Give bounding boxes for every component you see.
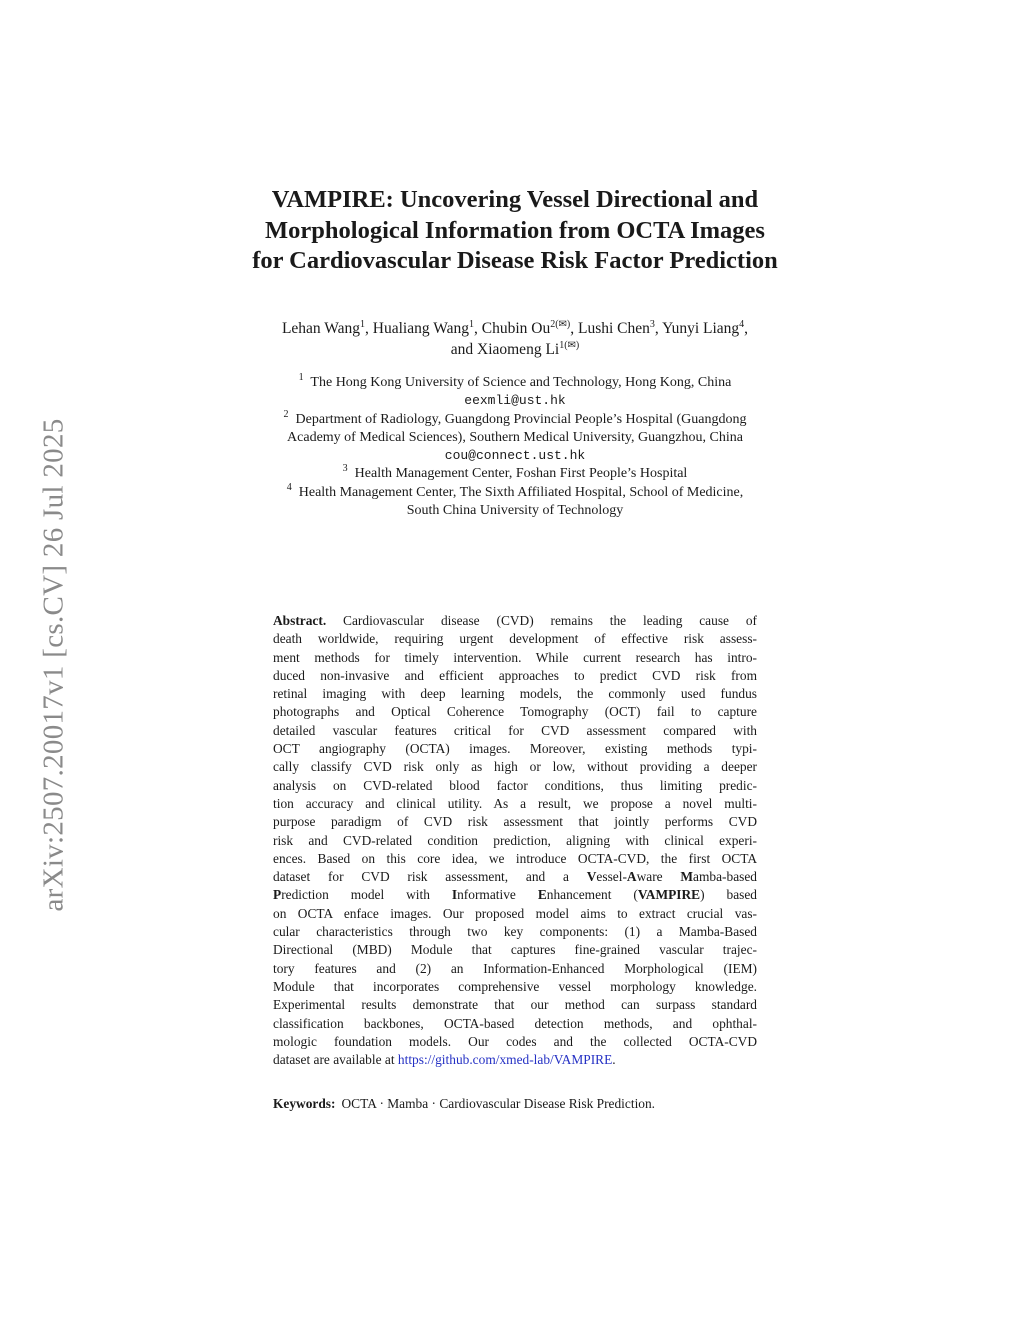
author-name: Lehan Wang (281, 320, 361, 337)
keywords (273, 1095, 757, 1113)
affiliation-number: 4 (286, 481, 292, 493)
abstract-line: dataset for CVD risk assessment, and a Vessel-Aware Mamba-based (273, 869, 757, 885)
keywords-text: OCTA · Mamba · Cardiovascular Disease Risk Prediction. (341, 1096, 656, 1111)
author-list (170, 318, 860, 360)
author-affil-mark: 2(✉) (550, 319, 571, 330)
author-line-1: Lehan Wang$^1$, Hualiang Wang$^1$, Chubin $Ou^{2(✉)}$, Lushi Chen$^3$, Yunyi Liang$^4$, (281, 319, 749, 337)
title-line-2: Morphological Information from OCTA Images (265, 216, 765, 244)
abstract-line: Prediction model with Informative Enhancement (VAMPIRE) based (273, 887, 758, 903)
abstract-line: detailed vascular features critical for CVD assessment compared with (273, 722, 757, 738)
abstract-line: tory features and (2) an Information-Enhanced Morphological (IEM) (273, 960, 757, 976)
affiliation-text: Health Management Center, Foshan First People’s Hospital (354, 466, 688, 482)
abstract-label: Abstract. (273, 613, 327, 628)
author-name: Hualiang Wang (372, 320, 469, 337)
abstract-line: dataset are available at https://github.com/xmed-lab/VAMPIRE. (273, 1052, 616, 1068)
abstract (273, 612, 757, 1069)
affiliation-list (170, 374, 860, 520)
author-name: Yunyi Liang (662, 320, 740, 337)
abstract-line: analysis on CVD-related blood factor conditions, thus limiting predic- (273, 777, 757, 793)
github-link[interactable]: https://github.com/xmed-lab/VAMPIRE (397, 1052, 613, 1068)
abstract-line: OCT angiography (OCTA) images. Moreover, existing methods typi- (273, 741, 757, 757)
abstract-line: tion accuracy and clinical utility. As a result, we propose a novel multi- (273, 795, 757, 811)
author-affil-mark: 4 (739, 319, 745, 330)
abstract-line: risk and CVD-related condition prediction, aligning with clinical experi- (273, 832, 757, 848)
author-affil-mark: 1(✉) (559, 340, 580, 351)
title-line-3: for Cardiovascular Disease Risk Factor Prediction (252, 247, 778, 274)
abstract-line: death worldwide, requiring urgent development of effective risk assess- (273, 631, 757, 647)
abstract-line: classification backbones, OCTA-based detection methods, and ophthal- (273, 1015, 757, 1031)
affiliation-text: Department of Radiology, Guangdong Provincial People’s Hospital (Guangdong (295, 411, 747, 427)
author-conjunction: and (450, 341, 474, 358)
affiliation-text: Health Management Center, The Sixth Affiliated Hospital, School of Medicine, (298, 484, 744, 500)
abstract-line: mologic foundation models. Our codes and the collected OCTA-CVD (273, 1033, 757, 1049)
abstract-line: Directional (MBD) Module that captures fine-grained vascular trajec- (273, 942, 757, 958)
title-line-1: VAMPIRE: Uncovering Vessel Directional and (271, 186, 759, 213)
abstract-line: duced non-invasive and efficient approaches to predict CVD risk from (273, 667, 757, 683)
abstract-line: ences. Based on this core idea, we introduce OCTA-CVD, the first OCTA (273, 850, 757, 866)
affiliation-1 (170, 374, 860, 392)
affiliation-number: 3 (342, 463, 348, 475)
affiliation-number: 1 (298, 372, 304, 383)
arxiv-stamp-text: arXiv:2507.20017v1 [cs.CV] 26 Jul 2025 (37, 418, 70, 912)
abstract-line: purpose paradigm of CVD risk assessment that jointly performs CVD (273, 814, 757, 830)
abstract-line: Experimental results demonstrate that our method can surpass standard (273, 997, 757, 1013)
abstract-line: Abstract. Cardiovascular disease (CVD) remains the leading cause of (273, 613, 757, 628)
author-line-2 (170, 339, 860, 360)
affiliation-2 (170, 408, 860, 429)
author-affil-mark: 1 (468, 319, 474, 330)
email-1[interactable]: eexmli@ust.hk (464, 393, 566, 409)
abstract-line: cular characteristics through two key components: (1) a Mamba-Based (273, 924, 757, 940)
abstract-line: ment methods for timely intervention. While current research has intro- (273, 649, 757, 665)
keywords-label: Keywords: (273, 1096, 336, 1111)
abstract-line: on OCTA enface images. Our proposed model aims to extract crucial vas- (273, 905, 757, 921)
author-name: Lushi Chen (578, 320, 650, 337)
affiliation-3 (170, 465, 860, 483)
author-name: Chubin Ou (481, 320, 551, 337)
abstract-line: Module that incorporates comprehensive vessel morphology knowledge. (273, 978, 757, 994)
abstract-line: retinal imaging with deep learning models, the commonly used fundus (273, 686, 757, 702)
author-name: Xiaomeng Li (477, 341, 560, 358)
abstract-line: photographs and Optical Coherence Tomography (OCT) fail to capture (273, 704, 757, 720)
author-affil-mark: 1 (360, 319, 366, 330)
author-affil-mark: 3 (649, 319, 655, 330)
affiliation-4 (170, 481, 860, 502)
abstract-line: cally classify CVD risk only as high or low, without providing a deeper (273, 759, 757, 775)
arxiv-stamp (34, 380, 74, 950)
model-name: VAMPIRE (637, 887, 701, 903)
affiliation-text: The Hong Kong University of Science and Technology, Hong Kong, China (310, 375, 732, 390)
affiliation-number: 2 (283, 408, 289, 420)
email-2[interactable]: cou@connect.ust.hk (444, 448, 586, 464)
affiliation-4-cont: South China University of Technology (406, 503, 624, 519)
paper-title (180, 185, 850, 277)
affiliation-2-cont: Academy of Medical Sciences), Southern Medical University, Guangzhou, China (287, 429, 743, 445)
